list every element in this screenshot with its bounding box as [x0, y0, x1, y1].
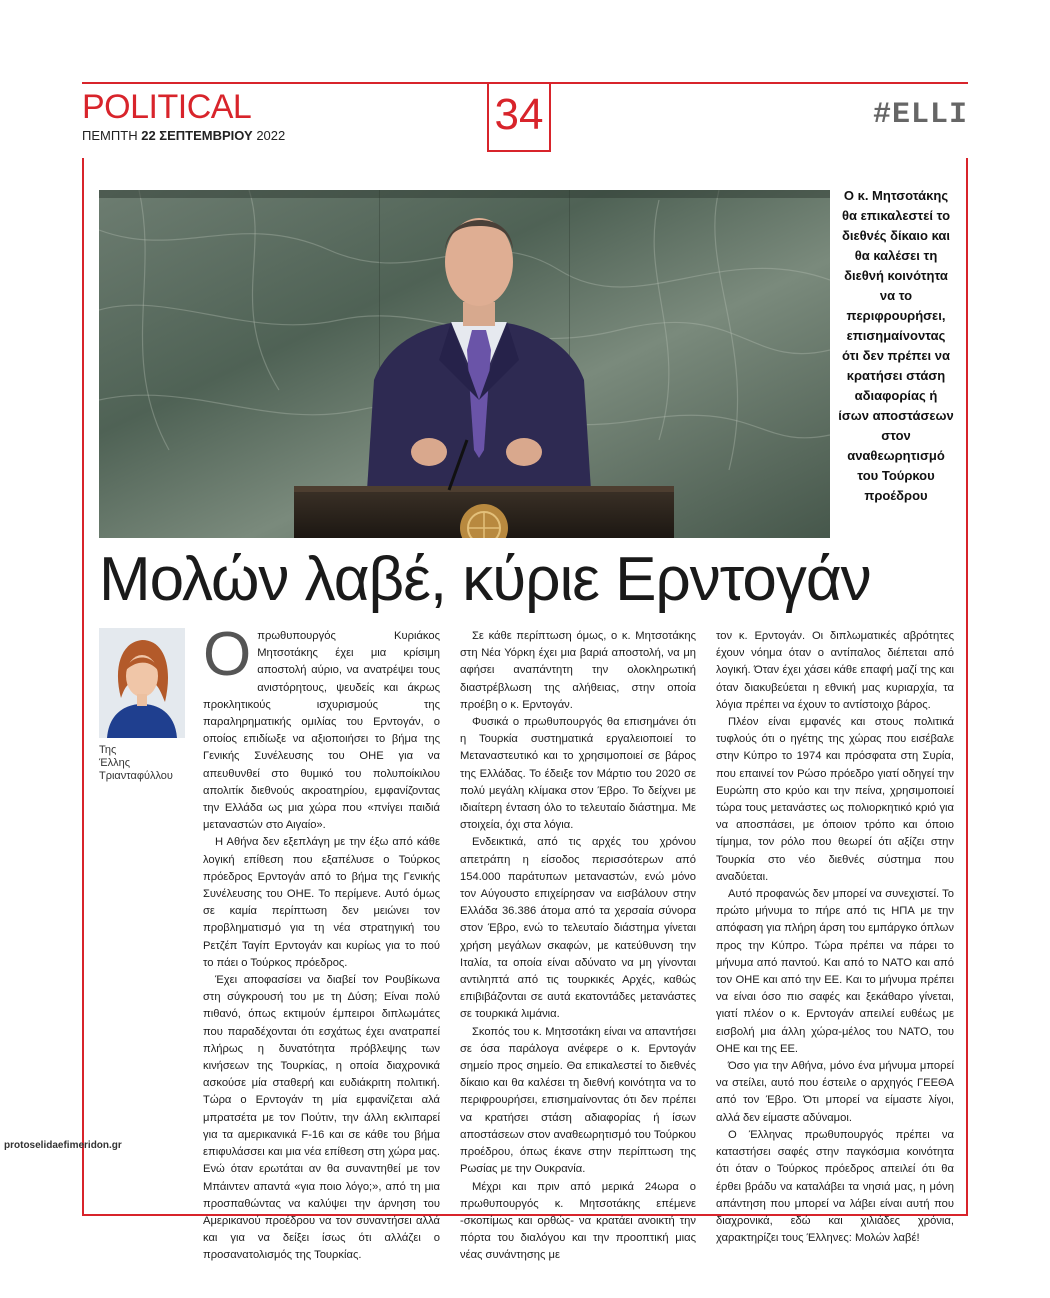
byline-name: Έλλης Τριανταφύλλου [99, 757, 173, 782]
article-paragraph: Σε κάθε περίπτωση όμως, ο κ. Μητσοτάκης στη Νέα Υόρκη έχει μια βαριά αποστολή, να μη αφήσει αναπάντητη την ολοκληρωτική διαστρέβλωση της αλήθειας, στην οποία προέβη ο κ. Ερντογάν. [460, 630, 696, 711]
article-column-3 [716, 628, 954, 1247]
byline-prefix: Της [99, 744, 117, 756]
page-number: 34 [487, 82, 551, 152]
source-watermark: protoselidaefimeridon.gr [4, 1140, 122, 1151]
main-photo [99, 190, 830, 538]
article-paragraph: Μέχρι και πριν από μερικά 24ωρα ο πρωθυπουργός κ. Μητσοτάκης επέμενε -σκοπίμως και ορθώς- να κρατάει ανοικτή την πόρτα του διαλόγου και την προοπτική μιας νέας συνάντησης με [460, 1180, 696, 1262]
byline [99, 744, 189, 783]
article-paragraph: Σκοπός του κ. Μητσοτάκη είναι να απαντήσει σε όσα παράλογα ανέφερε ο κ. Ερντογάν σημείο προς σημείο. Θα επικαλεστεί το διεθνές δίκαιο και θα καλέσει τη διεθνή κοινότητα να το περιφρουρήσει, επισημαίνοντας ότι δεν πρέπει να κρατήσει στάση αδιαφορίας ή ίσων αποστάσεων στον αναθεωρητισμό του Τούρκου προέδρου, όπως έκανε στην περίπτωση της Ρωσίας με την Ουκρανία. [460, 1025, 696, 1176]
dateline-day: ΠΕΜΠΤΗ [82, 128, 138, 143]
article-paragraph [203, 620, 440, 834]
section-title: POLITICAL [82, 88, 252, 126]
article-paragraph: Πλέον είναι εμφανές και στους πολιτικά τυφλούς ότι ο ηγέτης της χώρας που εισέβαλε στην Κύπρο το 1974 και πρόσφατα στη Συρία, που επαινεί τον Ρώσο πρόεδρο γιατί οδηγεί την Ευρώπη στο κρύο και την πείνα, χρησιμοποιεί τώρα τους μετανάστες ως πολιορκητικό κριό για να αποσπάσει, με όποιον τρόπο και όποιο τίμημα, τον ρόλο που θεωρεί ότι αξίζει στην Τουρκία στο νέο διεθνές σύστημα που αναδύεται. [716, 716, 954, 883]
article-column-2 [460, 628, 696, 1265]
article-paragraph: Φυσικά ο πρωθυπουργός θα επισημάνει ότι η Τουρκία συστηματικά εργαλειοποιεί το Μεταναστευτικό και το χρησιμοποιεί σε βάρος της Ελλάδας. Το έδειξε τον Μάρτιο του 2020 σε πολύ μεγάλη κλίμακα στον Έβρο. Το δείχνει με ιδιαίτερη ένταση όλο το τελευταίο διάστημα. Με στοιχεία, όχι στα λόγια. [460, 716, 696, 832]
article-paragraph: τον κ. Ερντογάν. Οι διπλωματικές αβρότητες έχουν νόημα όταν ο αντίπαλος διέπεται από λογική. Όταν έχει χάσει κάθε επαφή μαζί της και όταν διακυβεύεται η εθνική μας κυριαρχία, τα λόγια πρέπει να έχουν το αντίστοιχο βάρος. [716, 630, 954, 711]
speaker-at-podium-image [99, 190, 830, 538]
dateline-year: 2022 [256, 128, 286, 143]
article-column-1 [203, 620, 440, 1265]
paragraph-text: πρωθυπουργός Κυριάκος Μητσοτάκης έχει μια κρίσιμη αποστολή αύριο, να ανατρέψει τους ανιστόρητους, ψευδείς και άκρως προκλητικούς ισχυρισμούς της παραληρηματικής ομιλίας του Ερντογάν, ο οποίος επιδίωξε να αξιοποιήσει το βήμα της Γενικής Συνέλευσης του ΟΗΕ για να απευθυνθεί στο θυμικό του πολυποίκιλου απολιτίκ διεθνούς ακροατηρίου, εμφανίζοντας την Ελλάδα ως μια χώρα που «πνίγει παιδιά μεταναστών στο Αιγαίο». [203, 630, 440, 832]
dateline [82, 128, 285, 143]
article-paragraph: Όσο για την Αθήνα, μόνο ένα μήνυμα μπορεί να στείλει, αυτό που έστειλε ο αρχηγός ΓΕΕΘΑ από τον Έβρο. Ότι μπορεί να είμαστε λίγοι, αλλά δεν είμαστε αδύναμοι. [716, 1060, 954, 1124]
article-paragraph: Η Αθήνα δεν εξεπλάγη με την έξω από κάθε λογική επίθεση που εξαπέλυσε ο Τούρκος πρόεδρος Ερντογάν από το βήμα της Γενικής Συνέλευσης του ΟΗΕ. Το περίμενε. Αυτό όμως σε καμία περίπτωση δεν μειώνει τον προβληματισμό για τη νέα στρατηγική του Ρετζέπ Ταγίπ Ερντογάν και κυρίως για το πού το πάει ο Τούρκος πρόεδρος. [203, 836, 440, 969]
brand-tag: #ELLI [872, 98, 968, 132]
headline: Μολών λαβέ, κύριε Ερντογάν [99, 545, 871, 614]
article-paragraph: Έχει αποφασίσει να διαβεί τον Ρουβίκωνα στη σύγκρουσή του με τη Δύση; Είναι πολύ πιθανό, όπως εκτιμούν έμπειροι διπλωμάτες που παραδέχονται ότι εσχάτως έχει ανατραπεί πλήρως η δυνατότητα πρόβλεψης των κινήσεων της Τουρκίας, η οποία διαχρονικά ασκούσε μία σταθερή και ευδιάκριτη πολιτική. Τώρα ο Ερντογάν τη μία εμφανίζεται αλά μπρατσέτα με τον Πούτιν, την άλλη εκλιπαρεί για τα αμερικανικά F-16 και σε κάθε του βήμα επιφυλάσσει και μια νέα επίθεση στη χώρα μας. Ενώ όταν ερωτάται αν θα συναντηθεί με τον Μπάιντεν απαντά «για ποιο λόγο;», από τη μια προσπαθώντας να καλύψει την άρνηση του Αμερικανού προέδρου να τον συναντήσει αλλά και για να δείξει ίσως ότι αλλάζει ο προσανατολισμός της Τουρκίας. [203, 974, 440, 1262]
article-paragraph: Αυτό προφανώς δεν μπορεί να συνεχιστεί. Το πρώτο μήνυμα το πήρε από τις ΗΠΑ με την απόφαση για πλήρη άρση του εμπάργκο όπλων προς την Κύπρο. Τώρα πρέπει να πάρει το μήνυμα από παντού. Και από το ΝΑΤΟ και από τον ΟΗΕ και από την ΕΕ. Και το μήνυμα πρέπει να είναι όσο πιο σαφές και ξεκάθαρο γίνεται, γιατί πλέον ο κ. Ερντογάν απειλεί ευθέως με εισβολή μια άλλη χώρα-μέλος του ΝΑΤΟ, του ΟΗΕ και της ΕΕ. [716, 888, 954, 1055]
photo-caption: Ο κ. Μητσοτάκης θα επικαλεστεί το διεθνές δίκαιο και θα καλέσει τη διεθνή κοινότητα να το περιφρουρήσει, επισημαίνοντας ότι δεν πρέπει να κρατήσει στάση αδιαφορίας ή ίσων αποστάσεων στον αναθεωρητισμό του Τούρκου προέδρου [838, 188, 954, 503]
article-paragraph: Ο Έλληνας πρωθυπουργός πρέπει να καταστήσει σαφές στην παγκόσμια κοινότητα ότι όταν ο Τούρκος πρόεδρος απειλεί ότι θα έρθει βράδυ να καταλάβει τα νησιά μας, η μόνη απάντηση που μπορεί να λάβει είναι αυτή που διαχρονικά, εδώ και χιλιάδες χρόνια, χαρακτηρίζει τους Έλληνες: Μολών λαβέ! [716, 1128, 954, 1245]
author-photo [99, 628, 185, 738]
article-paragraph: Ενδεικτικά, από τις αρχές του χρόνου απετράπη η είσοδος περισσότερων από 154.000 παράτυπων μεταναστών, ενώ μόνο τον Αύγουστο επιχείρησαν να εισβάλουν στην Ελλάδα 36.386 άτομα από τα χερσαία σύνορα στον Έβρο, ενώ το τελευταίο διάστημα γίνεται χρήση μεγάλων σκαφών, με κατεύθυνση την Ιταλία, τα οποία είναι αδύνατο να μη γίνονται αντιληπτά από τις τουρκικές Αρχές, καθώς επιβιβάζονται σε αυτά εκατοντάδες μετανάστες σε τουρκικά λιμάνια. [460, 836, 696, 1021]
author-portrait-image [99, 628, 185, 738]
drop-cap: Ο [203, 620, 252, 689]
dateline-date: 22 ΣΕΠΤΕΜΒΡΙΟΥ [141, 128, 253, 143]
